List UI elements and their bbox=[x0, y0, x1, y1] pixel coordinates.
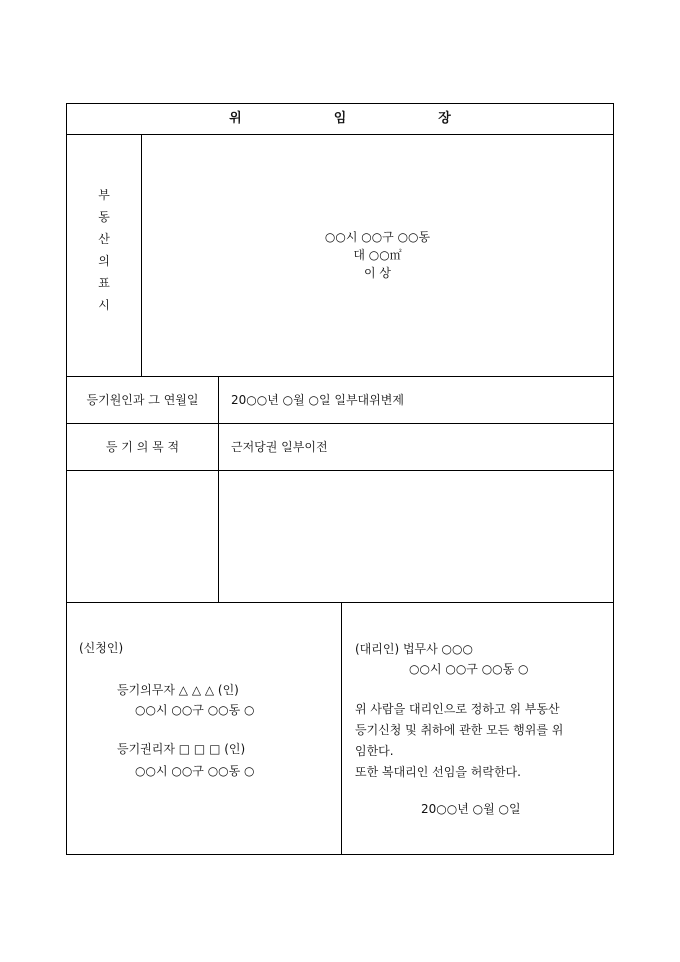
agent-address: ○○시 ○○구 ○○동 ○ bbox=[409, 662, 529, 676]
property-description bbox=[142, 228, 613, 282]
property-label-char: 의 bbox=[98, 254, 110, 268]
power-of-attorney-form bbox=[66, 103, 614, 855]
agent-heading: (대리인) 법무사 ○○○ bbox=[355, 642, 473, 656]
agent-text-line: 임한다. bbox=[355, 744, 394, 758]
property-label-char: 부 bbox=[98, 188, 110, 202]
agent-text-line: 또한 복대리인 선임을 허락한다. bbox=[355, 765, 521, 779]
divider bbox=[67, 602, 613, 603]
divider bbox=[341, 602, 342, 854]
obligor-address: ○○시 ○○구 ○○동 ○ bbox=[135, 703, 255, 717]
agent-text-line: 등기신청 및 취하에 관한 모든 행위를 위 bbox=[355, 723, 564, 737]
obligor-label: 등기의무자 △ △ △ (인) bbox=[117, 683, 239, 697]
divider bbox=[67, 470, 613, 471]
property-address: ○○시 ○○구 ○○동 bbox=[324, 230, 431, 244]
agent-date: 20○○년 ○월 ○일 bbox=[421, 802, 521, 816]
applicant-heading: (신청인) bbox=[79, 641, 124, 655]
property-label-char: 산 bbox=[98, 232, 110, 246]
property-label-char: 표 bbox=[98, 276, 110, 290]
title-char: 위 bbox=[229, 111, 242, 126]
registration-cause-value: 20○○년 ○월 ○일 일부대위변제 bbox=[231, 393, 404, 407]
divider bbox=[67, 423, 613, 424]
registration-purpose-label: 등 기 의 목 적 bbox=[105, 440, 180, 454]
rightholder-address: ○○시 ○○구 ○○동 ○ bbox=[135, 764, 255, 778]
title-char: 장 bbox=[438, 111, 451, 126]
property-end: 이 상 bbox=[364, 266, 391, 280]
agent-text-line: 위 사람을 대리인으로 정하고 위 부동산 bbox=[355, 702, 560, 716]
divider bbox=[67, 134, 613, 135]
registration-cause-label: 등기원인과 그 연월일 bbox=[86, 393, 199, 407]
title-char: 임 bbox=[333, 111, 347, 126]
property-area: 대 ○○㎡ bbox=[353, 248, 402, 262]
registration-purpose-value: 근저당권 일부이전 bbox=[231, 440, 328, 454]
rightholder-label: 등기권리자 □ □ □ (인) bbox=[117, 742, 246, 756]
property-label bbox=[67, 184, 141, 316]
property-label-char: 시 bbox=[98, 298, 110, 312]
property-label-char: 동 bbox=[98, 210, 110, 224]
divider bbox=[218, 376, 219, 602]
form-title bbox=[67, 111, 613, 127]
divider bbox=[67, 376, 613, 377]
